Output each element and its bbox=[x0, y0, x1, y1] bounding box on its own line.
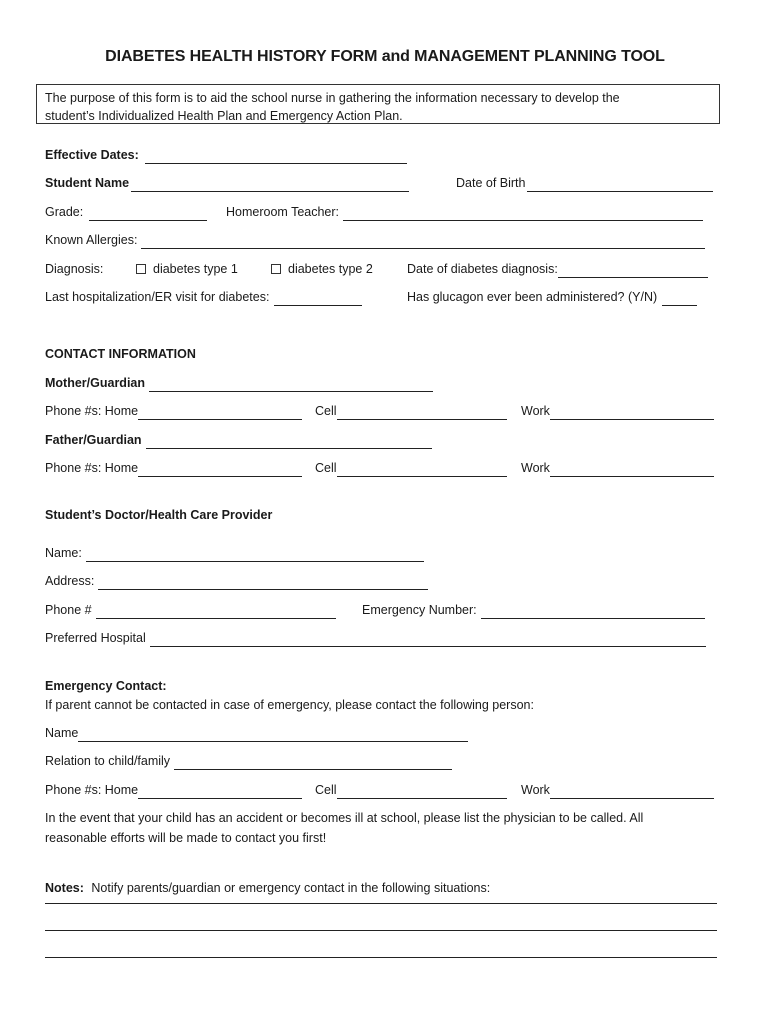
doctor-address-row bbox=[45, 572, 724, 592]
grade-row bbox=[45, 203, 724, 223]
date-of-diagnosis-field[interactable] bbox=[558, 263, 708, 278]
emergency-phone-row bbox=[45, 781, 724, 801]
doctor-phone-row bbox=[45, 601, 724, 621]
notes-text: Notify parents/guardian or emergency contact in the following situations: bbox=[91, 881, 491, 895]
notes-line-3[interactable] bbox=[45, 957, 717, 958]
preferred-hospital-field[interactable] bbox=[150, 632, 706, 647]
mother-work-field[interactable] bbox=[550, 405, 714, 420]
relation-field[interactable] bbox=[174, 755, 452, 770]
doctor-name-field[interactable] bbox=[86, 547, 424, 562]
doctor-address-field[interactable] bbox=[98, 575, 428, 590]
mother-phone-row bbox=[45, 402, 724, 422]
mother-home-field[interactable] bbox=[138, 405, 302, 420]
purpose-box bbox=[36, 84, 720, 124]
hospitalization-row bbox=[45, 288, 724, 308]
preferred-hospital-label: Preferred Hospital bbox=[45, 631, 146, 645]
father-cell-field[interactable] bbox=[337, 462, 507, 477]
homeroom-teacher-label: Homeroom Teacher: bbox=[226, 205, 340, 219]
doctor-name-row bbox=[45, 544, 724, 564]
type1-checkbox-icon[interactable] bbox=[136, 264, 146, 274]
emergency-heading: Emergency Contact: bbox=[45, 679, 167, 693]
father-phone-row bbox=[45, 459, 724, 479]
last-hospitalization-label: Last hospitalization/ER visit for diabetes: bbox=[45, 290, 270, 304]
mother-work-label: Work bbox=[521, 404, 550, 418]
date-of-birth-label: Date of Birth bbox=[456, 176, 526, 190]
effective-dates-label: Effective Dates: bbox=[45, 148, 139, 162]
diagnosis-label: Diagnosis: bbox=[45, 262, 104, 276]
mother-home-label: Phone #s: Home bbox=[45, 404, 139, 418]
relation-row bbox=[45, 752, 724, 772]
notes-row bbox=[45, 878, 725, 898]
emergency-number-field[interactable] bbox=[481, 604, 705, 619]
known-allergies-field[interactable] bbox=[141, 234, 705, 249]
homeroom-teacher-field[interactable] bbox=[343, 206, 703, 221]
father-home-field[interactable] bbox=[138, 462, 302, 477]
student-name-field[interactable] bbox=[131, 177, 409, 192]
notes-label: Notes: bbox=[45, 881, 84, 895]
diabetes-type2-label: diabetes type 2 bbox=[288, 262, 373, 276]
glucagon-label: Has glucagon ever been administered? (Y/N) bbox=[407, 290, 658, 304]
emergency-name-row bbox=[45, 724, 724, 744]
known-allergies-label: Known Allergies: bbox=[45, 233, 138, 247]
notes-line-2[interactable] bbox=[45, 930, 717, 931]
doctor-address-label: Address: bbox=[45, 574, 95, 588]
emergency-home-label: Phone #s: Home bbox=[45, 783, 139, 797]
contact-heading: CONTACT INFORMATION bbox=[45, 347, 196, 361]
effective-dates-field[interactable] bbox=[145, 149, 407, 164]
mother-label: Mother/Guardian bbox=[45, 376, 146, 390]
emergency-name-field[interactable] bbox=[78, 727, 468, 742]
effective-dates-row bbox=[45, 146, 724, 166]
student-name-row bbox=[45, 174, 724, 194]
notes-line-1[interactable] bbox=[45, 903, 717, 904]
doctor-phone-label: Phone # bbox=[45, 603, 92, 617]
father-label: Father/Guardian bbox=[45, 433, 142, 447]
glucagon-field[interactable] bbox=[662, 291, 697, 306]
physician-paragraph bbox=[45, 808, 725, 848]
doctor-phone-field[interactable] bbox=[96, 604, 336, 619]
diabetes-type1-label: diabetes type 1 bbox=[153, 262, 238, 276]
grade-field[interactable] bbox=[89, 206, 207, 221]
type2-checkbox-icon[interactable] bbox=[271, 264, 281, 274]
emergency-work-label: Work bbox=[521, 783, 550, 797]
allergies-row bbox=[45, 231, 724, 251]
diagnosis-row bbox=[45, 260, 724, 280]
physician-line-1: In the event that your child has an accident or becomes ill at school, please list the physician to be called. All bbox=[45, 811, 644, 825]
father-work-label: Work bbox=[521, 461, 550, 475]
doctor-heading: Student’s Doctor/Health Care Provider bbox=[45, 508, 273, 522]
father-home-label: Phone #s: Home bbox=[45, 461, 139, 475]
emergency-work-field[interactable] bbox=[550, 784, 714, 799]
purpose-line-2: student’s Individualized Health Plan and Emergency Action Plan. bbox=[45, 109, 403, 123]
last-hospitalization-field[interactable] bbox=[274, 291, 362, 306]
emergency-cell-label: Cell bbox=[315, 783, 337, 797]
father-cell-label: Cell bbox=[315, 461, 337, 475]
emergency-cell-field[interactable] bbox=[337, 784, 507, 799]
emergency-name-label: Name bbox=[45, 726, 79, 740]
mother-field[interactable] bbox=[149, 377, 433, 392]
mother-cell-label: Cell bbox=[315, 404, 337, 418]
physician-line-2: reasonable efforts will be made to contact you first! bbox=[45, 831, 327, 845]
date-of-diagnosis-label: Date of diabetes diagnosis: bbox=[407, 262, 558, 276]
relation-label: Relation to child/family bbox=[45, 754, 171, 768]
date-of-birth-field[interactable] bbox=[527, 177, 713, 192]
father-work-field[interactable] bbox=[550, 462, 714, 477]
hospital-row bbox=[45, 629, 724, 649]
purpose-line-1: The purpose of this form is to aid the school nurse in gathering the information necessary to develop the bbox=[45, 91, 620, 105]
mother-row bbox=[45, 374, 724, 394]
emergency-instruction: If parent cannot be contacted in case of emergency, please contact the following person: bbox=[45, 698, 534, 712]
form-title: DIABETES HEALTH HISTORY FORM and MANAGEMENT PLANNING TOOL bbox=[105, 48, 665, 65]
student-name-label: Student Name bbox=[45, 176, 130, 190]
father-field[interactable] bbox=[146, 434, 432, 449]
emergency-number-label: Emergency Number: bbox=[362, 603, 477, 617]
father-row bbox=[45, 431, 724, 451]
grade-label: Grade: bbox=[45, 205, 84, 219]
emergency-home-field[interactable] bbox=[138, 784, 302, 799]
doctor-name-label: Name: bbox=[45, 546, 82, 560]
mother-cell-field[interactable] bbox=[337, 405, 507, 420]
